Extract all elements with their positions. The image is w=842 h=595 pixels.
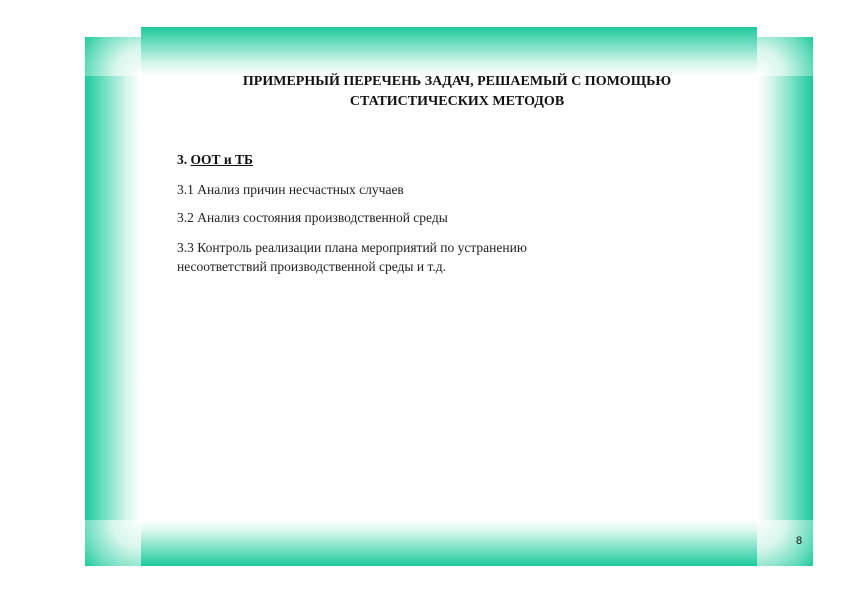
section-heading <box>177 152 253 168</box>
section-number: 3. <box>177 152 188 167</box>
slide-title <box>141 72 773 112</box>
frame-right-bar <box>757 76 813 520</box>
slide-title-line-1: ПРИМЕРНЫЙ ПЕРЕЧЕНЬ ЗАДАЧ, РЕШАЕМЫЙ С ПОМОЩЬЮ <box>242 74 672 89</box>
list-item <box>177 238 647 276</box>
frame-corner-top-left <box>85 37 141 76</box>
frame-corner-top-right <box>757 37 813 76</box>
section-label: ООТ и ТБ <box>190 152 253 167</box>
slide-title-line-2: СТАТИСТИЧЕСКИХ МЕТОДОВ <box>349 94 565 109</box>
list-item-text: несоответствий производственной среды и т.д. <box>177 259 446 274</box>
list-item-text: 3.3 Контроль реализации плана мероприятий по устранению <box>177 240 527 255</box>
list-item <box>177 208 647 227</box>
list-item-text: 3.2 Анализ состояния производственной среды <box>177 210 448 225</box>
frame-left-bar <box>85 76 141 520</box>
list-item <box>177 180 647 199</box>
frame-top-bar <box>141 27 757 76</box>
frame-corner-bottom-right <box>757 520 813 566</box>
page-number: 8 <box>796 535 803 547</box>
list-item-text: 3.1 Анализ причин несчастных случаев <box>177 182 404 197</box>
frame-bottom-bar <box>141 520 757 566</box>
content-area <box>141 76 757 520</box>
frame-corner-bottom-left <box>85 520 141 566</box>
